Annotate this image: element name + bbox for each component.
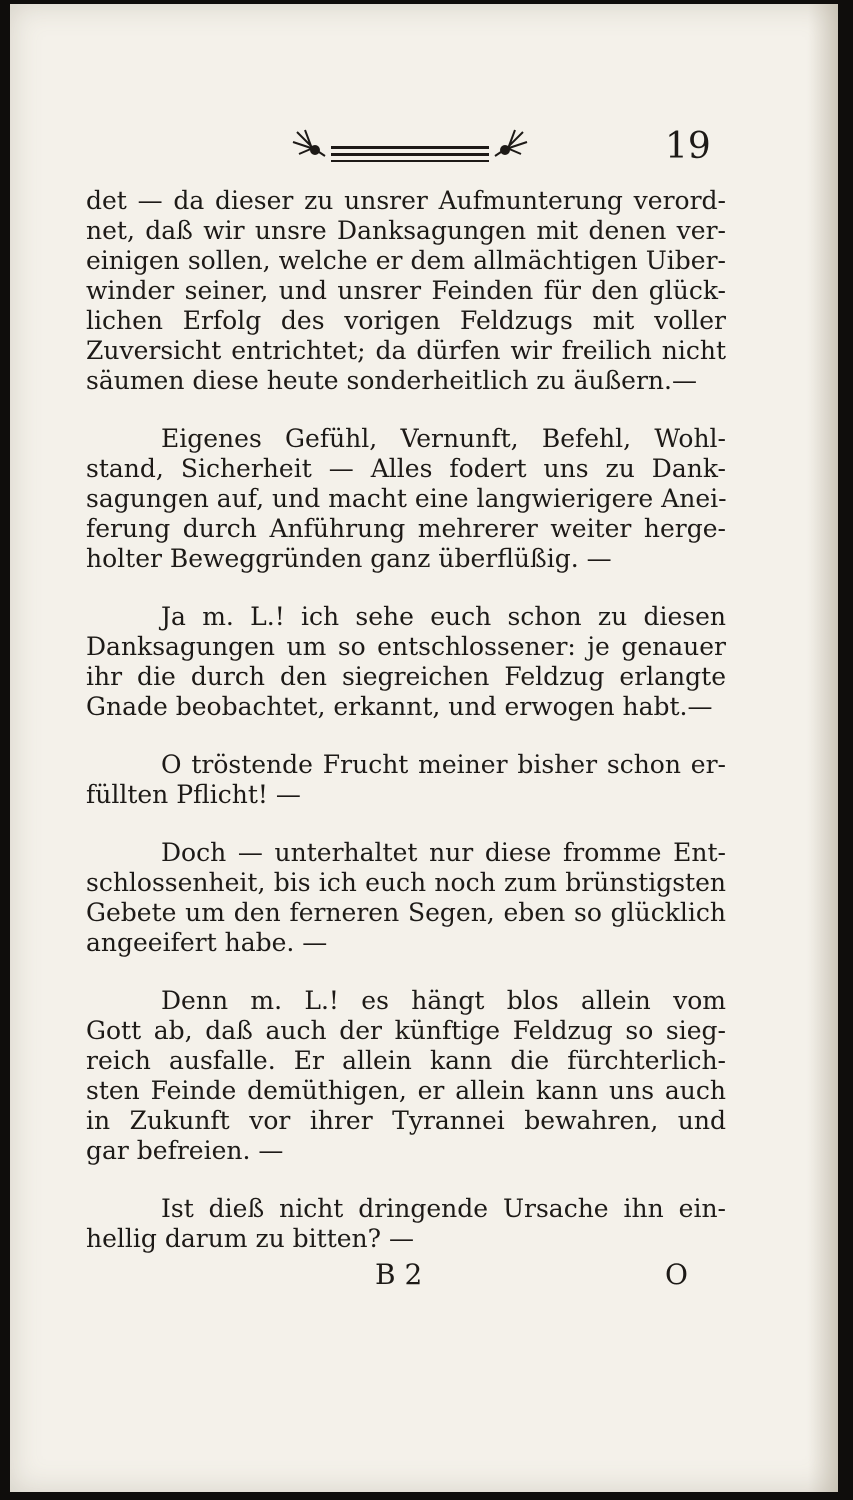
text-line: net, daß wir unsre Danksagungen mit denen ver- bbox=[86, 216, 726, 245]
text-line: Denn m. L.! es hängt blos allein vom bbox=[161, 986, 726, 1015]
text-line: gar befreien. — bbox=[86, 1136, 284, 1165]
text-line: hellig darum zu bitten? — bbox=[86, 1224, 415, 1253]
text-line: einigen sollen, welche er dem allmächtigen Uiber- bbox=[86, 246, 726, 275]
text-line: sagungen auf, und macht eine langwierigere Anei- bbox=[86, 484, 727, 513]
floral-rule-ornament-icon bbox=[285, 120, 535, 170]
page-header bbox=[10, 114, 838, 174]
book-page bbox=[10, 4, 838, 1492]
text-line: ihr die durch den siegreichen Feldzug erlangte bbox=[86, 662, 726, 691]
text-line: Zuversicht entrichtet; da dürfen wir freilich nicht bbox=[86, 336, 726, 365]
text-line: stand, Sicherheit — Alles fodert uns zu Dank- bbox=[86, 454, 726, 483]
text-line: säumen diese heute sonderheitlich zu äußern.— bbox=[86, 366, 697, 395]
text-line: Ist dieß nicht dringende Ursache ihn ein- bbox=[161, 1194, 726, 1223]
text-line: Doch — unterhaltet nur diese fromme Ent- bbox=[161, 838, 726, 867]
text-line: Gnade beobachtet, erkannt, und erwogen habt.— bbox=[86, 692, 713, 721]
paragraph-1 bbox=[86, 186, 726, 396]
text-line: in Zukunft vor ihrer Tyrannei bewahren, und bbox=[86, 1106, 726, 1135]
text-line: det — da dieser zu unsrer Aufmunterung verord- bbox=[86, 186, 726, 215]
page-number: 19 bbox=[665, 126, 711, 167]
text-line: winder seiner, und unsrer Feinden für den glück- bbox=[86, 276, 726, 305]
text-line: sten Feinde demüthigen, er allein kann uns auch bbox=[86, 1076, 726, 1105]
catchword: O bbox=[665, 1258, 688, 1291]
text-line: Gebete um den ferneren Segen, eben so glücklich bbox=[86, 898, 726, 927]
paragraph-7 bbox=[86, 1194, 726, 1254]
signature-mark: B 2 bbox=[375, 1258, 423, 1291]
text-line: Danksagungen um so entschlossener: je genauer bbox=[86, 632, 726, 661]
text-line: ferung durch Anführung mehrerer weiter herge- bbox=[86, 514, 726, 543]
paragraph-5 bbox=[86, 838, 726, 958]
text-line: lichen Erfolg des vorigen Feldzugs mit voller bbox=[86, 306, 726, 335]
paragraph-4 bbox=[86, 750, 726, 810]
text-line: Ja m. L.! ich sehe euch schon zu diesen bbox=[161, 602, 726, 631]
text-line: holter Beweggründen ganz überflüßig. — bbox=[86, 544, 612, 573]
paragraph-2 bbox=[86, 424, 726, 574]
text-line: angeeifert habe. — bbox=[86, 928, 328, 957]
page-footer bbox=[10, 1254, 838, 1304]
paragraph-3 bbox=[86, 602, 726, 722]
text-line: schlossenheit, bis ich euch noch zum brünstigsten bbox=[86, 868, 726, 897]
paragraph-6 bbox=[86, 986, 726, 1166]
text-line: reich ausfalle. Er allein kann die fürchterlich- bbox=[86, 1046, 726, 1075]
text-line: O tröstende Frucht meiner bisher schon er- bbox=[161, 750, 726, 779]
body-text bbox=[86, 186, 726, 1282]
text-line: Eigenes Gefühl, Vernunft, Befehl, Wohl- bbox=[161, 424, 726, 453]
text-line: füllten Pflicht! — bbox=[86, 780, 301, 809]
text-line: Gott ab, daß auch der künftige Feldzug so sieg- bbox=[86, 1016, 726, 1045]
